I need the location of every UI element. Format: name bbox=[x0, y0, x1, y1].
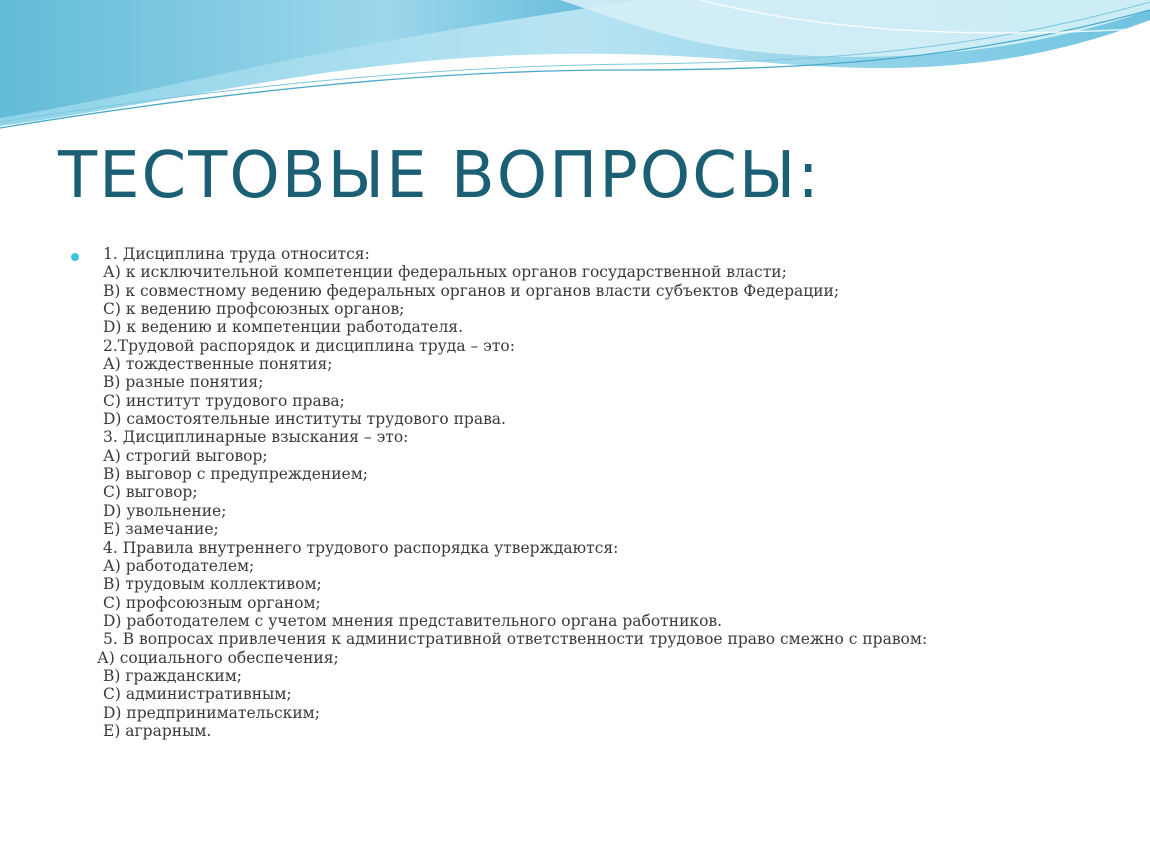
text-line: А) социального обеспечения; bbox=[97, 648, 339, 667]
text-line: В) выговор с предупреждением; bbox=[103, 465, 368, 484]
text-line: А) работодателем; bbox=[103, 556, 255, 575]
text-line: D) самостоятельные институты трудового права. bbox=[103, 410, 506, 429]
test-questions-text bbox=[97, 245, 1123, 740]
text-line: 4. Правила внутреннего трудового распорядка утверждаются: bbox=[103, 538, 619, 557]
text-line: С) к ведению профсоюзных органов; bbox=[103, 300, 405, 319]
text-line: А) тождественные понятия; bbox=[103, 355, 333, 374]
text-line: D) работодателем с учетом мнения представительного органа работников. bbox=[103, 611, 723, 630]
text-line: D) увольнение; bbox=[103, 501, 227, 520]
slide-title: ТЕСТОВЫЕ ВОПРОСЫ: bbox=[58, 139, 821, 213]
text-line: D) предпринимательским; bbox=[103, 703, 320, 722]
text-line: С) административным; bbox=[103, 685, 292, 704]
text-line: В) трудовым коллективом; bbox=[103, 575, 322, 594]
text-line: В) гражданским; bbox=[103, 666, 243, 685]
text-line: 1. Дисциплина труда относится: bbox=[103, 245, 370, 263]
text-line: С) институт трудового права; bbox=[103, 391, 345, 410]
text-line: 5. В вопросах привлечения к административной ответственности трудовое право смежно с правом: bbox=[103, 630, 928, 649]
text-line: В) разные понятия; bbox=[103, 373, 264, 392]
bullet-dot-icon bbox=[71, 253, 79, 261]
text-line: 3. Дисциплинарные взыскания – это: bbox=[103, 428, 409, 447]
decorative-wave-banner bbox=[0, 0, 1150, 140]
text-line: Е) аграрным. bbox=[103, 721, 212, 740]
text-line: А) к исключительной компетенции федеральных органов государственной власти; bbox=[103, 263, 787, 282]
text-line: В) к совместному ведению федеральных органов и органов власти субъектов Федерации; bbox=[103, 281, 840, 300]
text-line: А) строгий выговор; bbox=[103, 446, 268, 465]
text-line: С) профсоюзным органом; bbox=[103, 593, 321, 612]
text-line: С) выговор; bbox=[103, 483, 198, 502]
text-line: Е) замечание; bbox=[103, 520, 219, 539]
text-line: 2.Трудовой распорядок и дисциплина труда – это: bbox=[103, 336, 515, 355]
text-line: D) к ведению и компетенции работодателя. bbox=[103, 318, 464, 337]
